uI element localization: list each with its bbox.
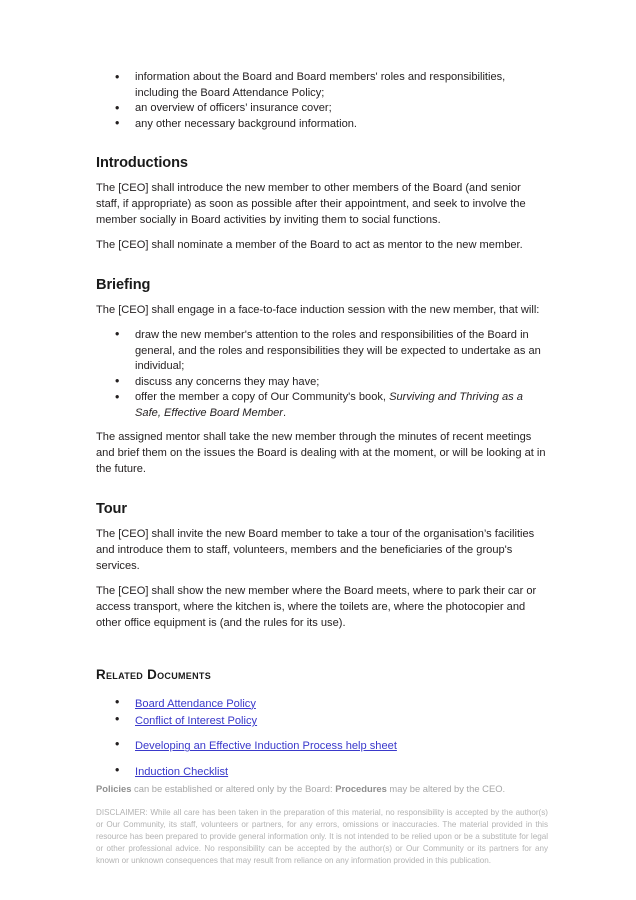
disclaimer-text: DISCLAIMER: While all care has been taken in the preparation of this material, no responsibility is accepted by the author(s) or Our Community, its staff, volunteers or partners, for any errors, omissions or inaccuracies. The material provided in this resource has been prepared to provide general information only. It is not intended to be relied upon or be a substitute for legal or other professional advice. No responsibility can be accepted by the author(s) or Our Community or its partners for any known or unknown consequences that may result from reliance on any information provided in this publication. [96,808,548,866]
list-item-text: offer the member a copy of Our Community's book, [135,391,390,404]
list-item [96,328,547,375]
section-heading-related-documents: Related Documents [96,666,211,682]
policy-procedure-note [96,782,548,795]
policy-note-text: can be established or altered only by the Board: [131,783,336,794]
link-conflict-of-interest-policy[interactable]: Conflict of Interest Policy [135,715,258,728]
link-developing-effective-induction-process-help-sheet[interactable]: Developing an Effective Induction Process help sheet [135,740,397,753]
procedure-note-text: may be altered by the CEO. [386,783,506,794]
list-item-text: draw the new member's attention to the roles and responsibilities of the Board in general, and the roles and responsibilities they will be expected to undertake as an individual; [135,328,541,373]
spacer [96,132,547,154]
document-content [96,70,547,780]
list-item[interactable] [96,695,547,712]
list-item: • an overview of officers’ insurance cover; [96,101,547,117]
spacer [96,421,547,430]
procedures-bold-label: Procedures [335,783,387,794]
paragraph: The assigned mentor shall take the new member through the minutes of recent meetings and brief them on the issues the Board is dealing with at the moment, or will be looking at in the future. [96,431,546,476]
list-item[interactable] [96,712,547,729]
section-heading-introductions: Introductions [96,155,188,172]
list-item: • any other necessary background information. [96,117,547,133]
list-item[interactable] [96,763,547,780]
spacer [96,518,547,527]
list-item-text-tail: . [282,406,287,419]
related-documents-list [96,695,547,781]
page-footer [96,782,548,867]
spacer [96,632,547,666]
list-item [96,375,547,391]
link-induction-checklist[interactable]: Induction Checklist [135,765,229,778]
paragraph: The [CEO] shall show the new member where the Board meets, where to park their car or access transport, where the kitchen is, where the toilets are, where the photocopier and other office equipment is (and the rules for its use). [96,584,537,629]
policies-bold-label: Policies [96,783,132,794]
briefing-bullet-list [96,328,547,422]
list-item: • information about the Board and Board members' roles and responsibilities, including the Board Attendance Policy; [96,70,547,101]
paragraph: The [CEO] shall invite the new Board member to take a tour of the organisation’s facilities and introduce them to staff, volunteers, members and the beneficiaries of the group's services. [96,528,535,572]
section-heading-tour: Tour [96,501,127,518]
section-heading-briefing: Briefing [96,277,151,293]
book-title: Surviving and Thriving as a Safe, Effective Board Member [135,391,523,419]
list-item-text: discuss any concerns they may have; [135,375,320,388]
list-item [96,390,547,421]
spacer [96,478,547,500]
intro-bullet-list [96,70,547,132]
spacer [96,294,547,303]
paragraph: The [CEO] shall introduce the new member to other members of the Board (and senior staff, if appropriate) as soon as possible after their appointment, and seek to involve the member socially in Board activities by inviting them to social functions. [96,182,526,227]
paragraph: The [CEO] shall nominate a member of the Board to act as mentor to the new member. [96,239,523,252]
spacer [96,172,547,181]
paragraph: The [CEO] shall engage in a face-to-face induction session with the new member, that will: [96,304,540,316]
link-board-attendance-policy[interactable]: Board Attendance Policy [135,697,256,710]
spacer [96,684,547,695]
spacer [96,254,547,276]
list-item[interactable] [96,737,547,754]
